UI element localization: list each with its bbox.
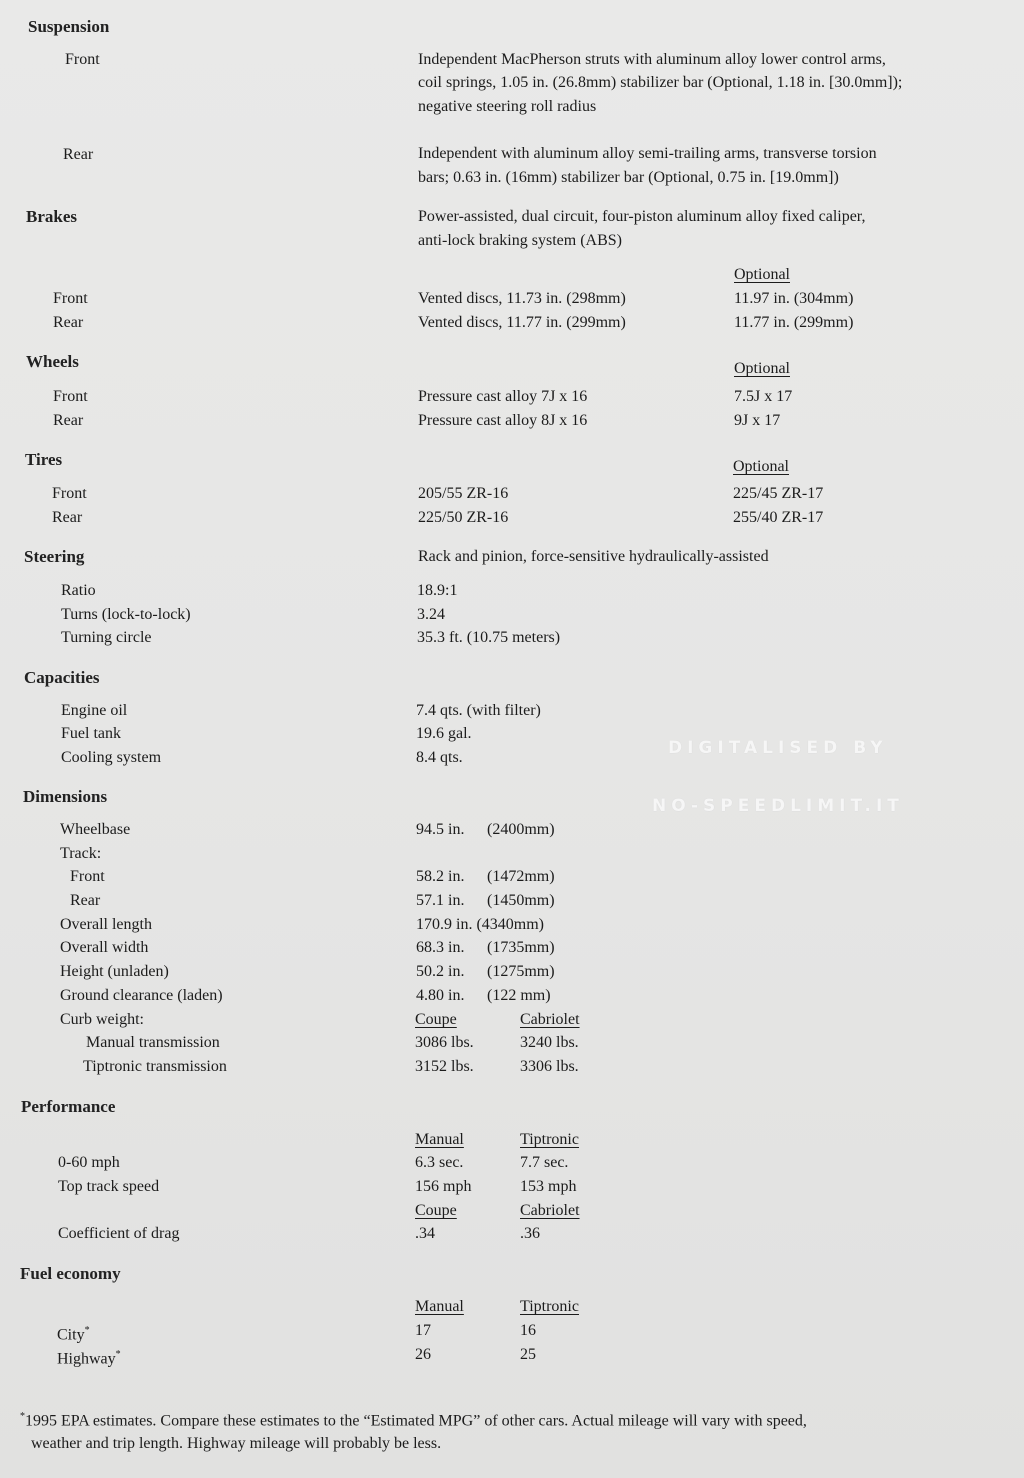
suspension-front-line-3: negative steering roll radius: [418, 98, 597, 115]
capacities-cooling-value: 8.4 qts.: [416, 749, 463, 766]
drag-label: Coefficient of drag: [58, 1225, 180, 1242]
track-rear-label: Rear: [70, 892, 101, 909]
suspension-front-line-1: Independent MacPherson struts with aluminum alloy lower control arms,: [418, 51, 886, 68]
suspension-rear-label: Rear: [63, 146, 94, 163]
performance-col-manual: Manual: [415, 1131, 464, 1148]
capacities-cooling-label: Cooling system: [61, 749, 162, 766]
track-front-inch: 58.2 in.: [416, 868, 465, 885]
fuel-city-asterisk: *: [84, 1325, 90, 1336]
wheelbase-mm: (2400mm): [487, 821, 555, 838]
overall-width-label: Overall width: [60, 939, 149, 956]
curb-weight-tiptronic-cabriolet: 3306 lbs.: [520, 1058, 579, 1075]
zero-sixty-label: 0-60 mph: [58, 1154, 120, 1171]
track-front-label: Front: [70, 868, 105, 885]
drag-coupe: .34: [415, 1225, 435, 1242]
ground-clearance-mm: (122 mm): [487, 987, 551, 1004]
suspension-front-label: Front: [65, 51, 100, 68]
wheels-rear-label: Rear: [53, 412, 84, 429]
top-speed-tiptronic: 153 mph: [520, 1178, 577, 1195]
steering-turns-label: Turns (lock-to-lock): [61, 606, 191, 623]
wheels-front-optional: 7.5J x 17: [734, 388, 793, 405]
curb-weight-col-cabriolet: Cabriolet: [520, 1011, 580, 1028]
capacities-engine-oil-label: Engine oil: [61, 702, 128, 719]
section-heading-capacities: Capacities: [24, 668, 100, 687]
brakes-front-standard: Vented discs, 11.73 in. (298mm): [418, 290, 626, 307]
suspension-front-line-2: coil springs, 1.05 in. (26.8mm) stabilizer bar (Optional, 1.18 in. [30.0mm]);: [418, 74, 903, 91]
drag-col-coupe: Coupe: [415, 1202, 457, 1219]
top-speed-manual: 156 mph: [415, 1178, 472, 1195]
tires-rear-optional: 255/40 ZR-17: [733, 509, 824, 526]
drag-cabriolet: .36: [520, 1225, 540, 1242]
brakes-front-label: Front: [53, 290, 88, 307]
zero-sixty-manual: 6.3 sec.: [415, 1154, 464, 1171]
top-speed-label: Top track speed: [58, 1178, 160, 1195]
footnote-line-1: *1995 EPA estimates. Compare these estimates to the “Estimated MPG” of other cars. Actual mileage will vary with speed,: [20, 1411, 807, 1430]
brakes-desc-line-1: Power-assisted, dual circuit, four-piston aluminum alloy fixed caliper,: [418, 208, 866, 225]
capacities-engine-oil-value: 7.4 qts. (with filter): [416, 702, 541, 719]
brakes-optional-header: Optional: [734, 266, 790, 283]
drag-col-cabriolet: Cabriolet: [520, 1202, 580, 1219]
wheels-optional-header: Optional: [734, 360, 790, 377]
brakes-front-optional: 11.97 in. (304mm): [734, 290, 854, 307]
section-heading-suspension: Suspension: [28, 17, 110, 36]
section-heading-brakes: Brakes: [26, 207, 77, 226]
curb-weight-manual-label: Manual transmission: [86, 1034, 220, 1051]
footnote-asterisk: *: [20, 1411, 25, 1422]
curb-weight-label: Curb weight:: [60, 1011, 144, 1028]
steering-ratio-value: 18.9:1: [417, 582, 458, 599]
fuel-city-manual: 17: [415, 1322, 431, 1339]
track-label: Track:: [60, 845, 102, 862]
performance-col-tiptronic: Tiptronic: [520, 1131, 579, 1148]
curb-weight-manual-cabriolet: 3240 lbs.: [520, 1034, 579, 1051]
steering-desc: Rack and pinion, force-sensitive hydraulically-assisted: [418, 548, 769, 565]
section-heading-steering: Steering: [24, 547, 85, 566]
tires-rear-label: Rear: [52, 509, 83, 526]
watermark-line-2: NO-SPEEDLIMIT.IT: [652, 796, 904, 816]
ground-clearance-label: Ground clearance (laden): [60, 987, 223, 1004]
track-front-mm: (1472mm): [487, 868, 555, 885]
steering-ratio-label: Ratio: [61, 582, 96, 599]
height-label: Height (unladen): [60, 963, 169, 980]
fuel-col-tiptronic: Tiptronic: [520, 1298, 579, 1315]
brakes-rear-standard: Vented discs, 11.77 in. (299mm): [418, 314, 626, 331]
curb-weight-tiptronic-label: Tiptronic transmission: [83, 1058, 227, 1075]
watermark-line-1: DIGITALISED BY: [668, 738, 888, 758]
tires-front-standard: 205/55 ZR-16: [418, 485, 509, 502]
overall-width-inch: 68.3 in.: [416, 939, 465, 956]
tires-front-label: Front: [52, 485, 87, 502]
section-heading-tires: Tires: [25, 450, 63, 469]
section-heading-dimensions: Dimensions: [23, 787, 108, 806]
wheels-rear-standard: Pressure cast alloy 8J x 16: [418, 412, 588, 429]
tires-rear-standard: 225/50 ZR-16: [418, 509, 509, 526]
steering-turning-circle-label: Turning circle: [61, 629, 152, 646]
overall-width-mm: (1735mm): [487, 939, 555, 956]
brakes-rear-label: Rear: [53, 314, 84, 331]
wheels-front-label: Front: [53, 388, 88, 405]
curb-weight-col-coupe: Coupe: [415, 1011, 457, 1028]
height-inch: 50.2 in.: [416, 963, 465, 980]
wheelbase-label: Wheelbase: [60, 821, 131, 838]
capacities-fuel-tank-label: Fuel tank: [61, 725, 121, 742]
wheels-front-standard: Pressure cast alloy 7J x 16: [418, 388, 588, 405]
tires-front-optional: 225/45 ZR-17: [733, 485, 824, 502]
section-heading-wheels: Wheels: [26, 352, 79, 371]
fuel-city-tiptronic: 16: [520, 1322, 536, 1339]
curb-weight-tiptronic-coupe: 3152 lbs.: [415, 1058, 474, 1075]
fuel-col-manual: Manual: [415, 1298, 464, 1315]
wheels-rear-optional: 9J x 17: [734, 412, 781, 429]
steering-turning-circle-value: 35.3 ft. (10.75 meters): [417, 629, 561, 646]
wheelbase-inch: 94.5 in.: [416, 821, 465, 838]
track-rear-inch: 57.1 in.: [416, 892, 465, 909]
suspension-rear-line-1: Independent with aluminum alloy semi-trailing arms, transverse torsion: [418, 145, 877, 162]
fuel-highway-label: Highway*: [57, 1349, 121, 1368]
capacities-fuel-tank-value: 19.6 gal.: [416, 725, 472, 742]
height-mm: (1275mm): [487, 963, 555, 980]
fuel-highway-tiptronic: 25: [520, 1346, 536, 1363]
brakes-desc-line-2: anti-lock braking system (ABS): [418, 232, 622, 249]
brakes-rear-optional: 11.77 in. (299mm): [734, 314, 854, 331]
overall-length-value: 170.9 in. (4340mm): [416, 916, 544, 933]
footnote: [20, 1405, 980, 1455]
section-heading-performance: Performance: [21, 1097, 116, 1116]
ground-clearance-inch: 4.80 in.: [416, 987, 465, 1004]
fuel-highway-manual: 26: [415, 1346, 431, 1363]
curb-weight-manual-coupe: 3086 lbs.: [415, 1034, 474, 1051]
steering-turns-value: 3.24: [417, 606, 445, 623]
track-rear-mm: (1450mm): [487, 892, 555, 909]
fuel-city-label: City*: [57, 1325, 90, 1344]
suspension-rear-line-2: bars; 0.63 in. (16mm) stabilizer bar (Optional, 0.75 in. [19.0mm]): [418, 169, 839, 186]
tires-optional-header: Optional: [733, 458, 789, 475]
footnote-line-2: weather and trip length. Highway mileage will probably be less.: [31, 1435, 442, 1453]
overall-length-label: Overall length: [60, 916, 152, 933]
section-heading-fuel-economy: Fuel economy: [20, 1264, 121, 1283]
fuel-highway-asterisk: *: [115, 1349, 121, 1360]
zero-sixty-tiptronic: 7.7 sec.: [520, 1154, 569, 1171]
